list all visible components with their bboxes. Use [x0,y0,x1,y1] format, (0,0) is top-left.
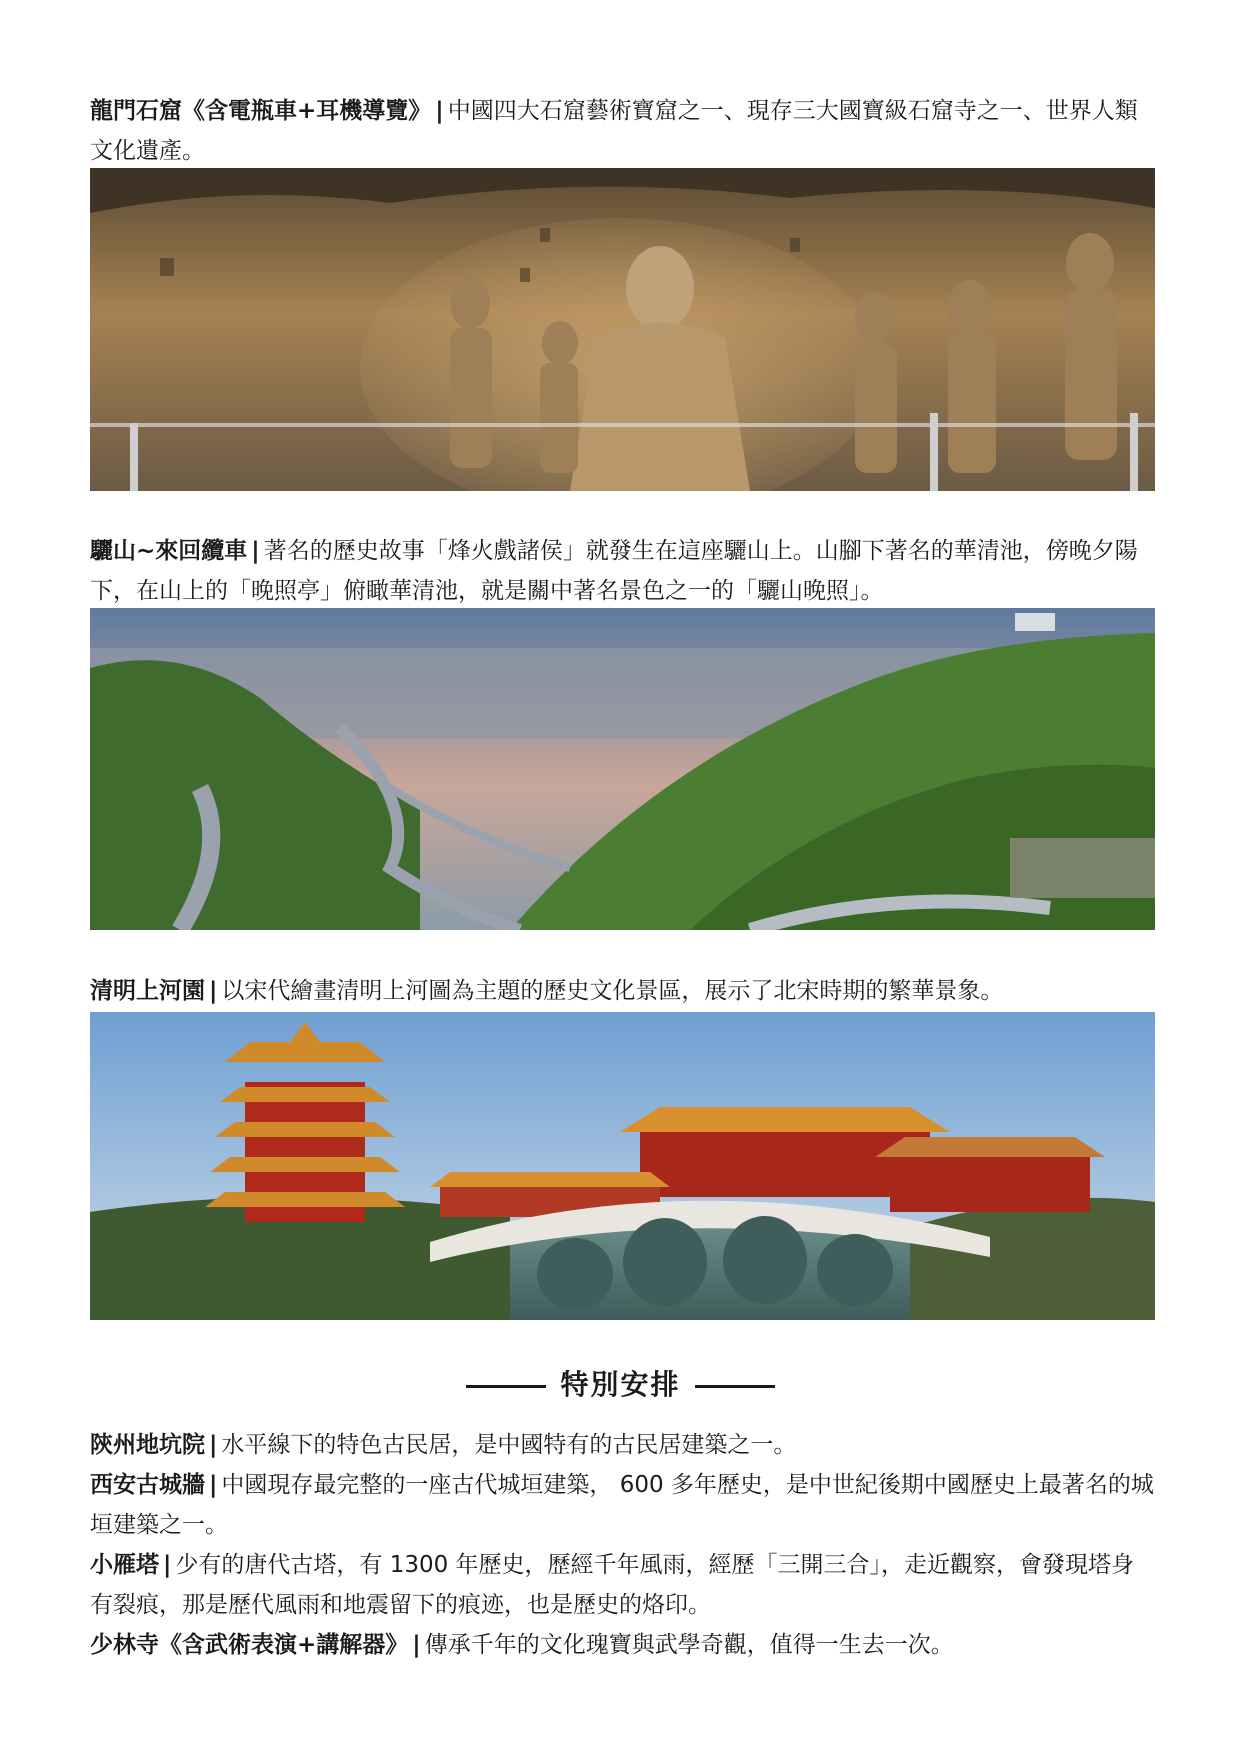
special-heading [0,1363,1241,1403]
separator: | [209,978,218,1004]
section-title: 清明上河園 [90,978,205,1004]
item-title: 陝州地坑院 [90,1432,205,1458]
section-description: 中國四大石窟藝術寶窟之一、現存三大國寶級石窟寺之一、世界人類文化遺產。 [90,98,1138,164]
special-item [90,1425,1155,1465]
item-title: 西安古城牆 [90,1472,205,1498]
item-description: 中國現存最完整的一座古代城垣建築， 600 多年歷史，是中世紀後期中國歷史上最著名的城垣建築之一。 [90,1472,1154,1538]
section-description: 著名的歷史故事「烽火戲諸侯」就發生在這座驪山上。山腳下著名的華清池，傍晚夕陽下，在山上的「晚照亭」俯瞰華清池，就是關中著名景色之一的「驪山晚照」。 [90,538,1138,604]
item-description: 傳承千年的文化瑰寶與武學奇觀，值得一生去一次。 [424,1632,954,1658]
special-item [90,1625,1155,1665]
mountain-road-photo [90,608,1155,930]
section-title: 龍門石窟《含電瓶車+耳機導覽》 [90,98,432,124]
pagoda-bridge-photo [90,1012,1155,1320]
heading-rule-left [466,1385,546,1388]
cave-buddha-photo [90,168,1155,491]
item-description: 水平線下的特色古民居，是中國特有的古民居建築之一。 [221,1432,797,1458]
separator: | [412,1632,421,1658]
special-item [90,1465,1155,1545]
section-longmen [90,91,1155,171]
section-qingming [90,971,1155,1011]
separator: | [251,538,260,564]
separator: | [163,1552,172,1578]
separator: | [435,98,444,124]
separator: | [209,1432,218,1458]
item-description: 少有的唐代古塔，有 1300 年歷史，歷經千年風雨，經歷「三開三合」，走近觀察，會發現塔身有裂痕，那是歷代風雨和地震留下的痕迹，也是歷史的烙印。 [90,1552,1135,1618]
special-item [90,1545,1155,1625]
item-title: 小雁塔 [90,1552,159,1578]
item-title: 少林寺《含武術表演+講解器》 [90,1632,409,1658]
section-title: 驪山~來回纜車 [90,538,248,564]
heading-rule-right [695,1385,775,1388]
section-lishan [90,531,1155,611]
section-description: 以宋代繪畫清明上河圖為主題的歷史文化景區，展示了北宋時期的繁華景象。 [221,978,1004,1004]
special-heading-text: 特別安排 [560,1368,681,1401]
separator: | [209,1472,218,1498]
